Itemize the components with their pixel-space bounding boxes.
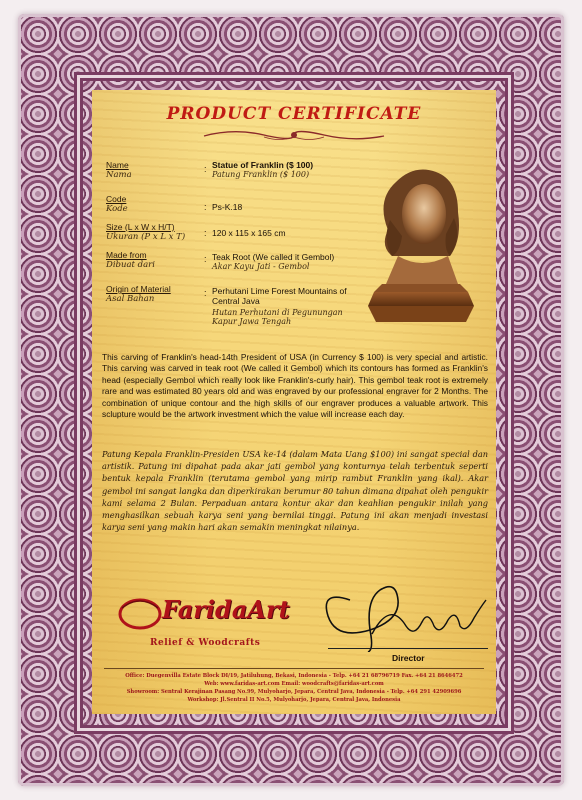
certificate-title: PRODUCT CERTIFICATE (166, 104, 422, 124)
label-id: Ukuran (P x L x T) (106, 232, 186, 242)
label-en: Code (106, 194, 127, 204)
footer-line: Web: www.faridas-art.com Email: woodcrafts@faridas-art.com (204, 681, 384, 687)
value-en: Statue of Franklin ($ 100) (212, 160, 314, 170)
value-en: Ps-K.18 (212, 202, 243, 212)
footer-line: Office: Duegenvilla Estate Block DI/19, Jatiluhung, Bekasi, Indonesia - Telp. +64 21 68796719 Fax. +64 21 8646472 (125, 673, 463, 679)
footer-contact (98, 672, 490, 704)
value-id: Akar Kayu Jati - Gembol (212, 262, 310, 271)
label-en: Name (106, 160, 129, 170)
label-en: Made from (106, 250, 147, 260)
brand-name: FaridaArt (162, 595, 290, 624)
label-en: Size (L x W x H/T) (106, 222, 175, 232)
field-label-name (106, 160, 132, 180)
colon: : (204, 228, 207, 238)
value-id: Patung Franklin ($ 100) (212, 170, 310, 179)
signature-line (328, 648, 488, 649)
label-id: Nama (106, 170, 132, 180)
value-id: Hutan Perhutani di Pegunungan Kapur Jawa Tengah (212, 308, 343, 326)
footer-divider (104, 668, 484, 669)
brand-tagline: Relief & Woodcrafts (150, 638, 261, 648)
label-en: Origin of Material (106, 284, 171, 294)
description-english: This carving of Franklin's head-14th President of USA (in Currency $ 100) is very special and artistic. This carving was carved in teak root (We called it Gembol) which its contours has formed as Franklin's head (especially Gembol which really look like Franklin's-curly hair). This gembol teak root is extremely rare and was estimated 80 years old and was engraved by our professional engraver for 2 Months. The combination of unique contour and the high skills of our engraver produces a valuable artwork. This sclupture would be the artwork investment which the value will increase each day. (102, 352, 488, 420)
field-label-origin (106, 284, 171, 304)
field-value-origin (212, 286, 362, 326)
signer-role: Director (392, 653, 425, 663)
value-en: 120 x 115 x 165 cm (212, 228, 286, 238)
colon: : (204, 254, 207, 264)
director-signature (310, 560, 490, 652)
footer-line: Showroom: Sentral Kerajinan Pasang No.99, Mulyoharjo, Jepara, Central Java, Indonesia - Telp. +64 291 42909696 (126, 689, 462, 695)
colon: : (204, 202, 207, 212)
colon: : (204, 164, 207, 174)
value-en: Perhutani Lime Forest Mountains of Central Java (212, 286, 347, 306)
field-label-size (106, 222, 185, 242)
franklin-bust-image (362, 160, 480, 340)
certificate-panel (92, 90, 496, 714)
field-label-made-from (106, 250, 155, 270)
label-id: Asal Bahan (106, 294, 155, 304)
description-indonesian: Patung Kepala Franklin-Presiden USA ke-14 (dalam Mata Uang $100) ini sangat special dan artistik. Patung ini dipahat pada akar jati gembol yang konturnya telah terbentuk seperti bentuk kepala Franklin (terutama gembol yang mirip rambut Franklin yang ikal). Akar gembol ini sangat langka dan diperkirakan berumur 80 tahun dimana dipahat oleh pengukir kami selama 2 Bulan. Perpaduan antara kontur akar dan keahlian pengukir inilah yang menghasilkan sebuah karya seni yang bernilai tinggi. Patung ini akan menjadi investasi karya seni yang makin hari akan semakin meningkat nilainya. (102, 449, 488, 533)
label-id: Kode (106, 204, 128, 214)
field-label-code (106, 194, 128, 214)
value-en: Teak Root (We called it Gembol) (212, 252, 335, 262)
footer-line: Workshop: Jl.Sentral II No.5, Mulyoharjo, Jepara, Central Java, Indonesia (187, 697, 401, 703)
title-flourish-icon (194, 128, 394, 142)
label-id: Dibuat dari (106, 260, 155, 270)
colon: : (204, 288, 207, 298)
